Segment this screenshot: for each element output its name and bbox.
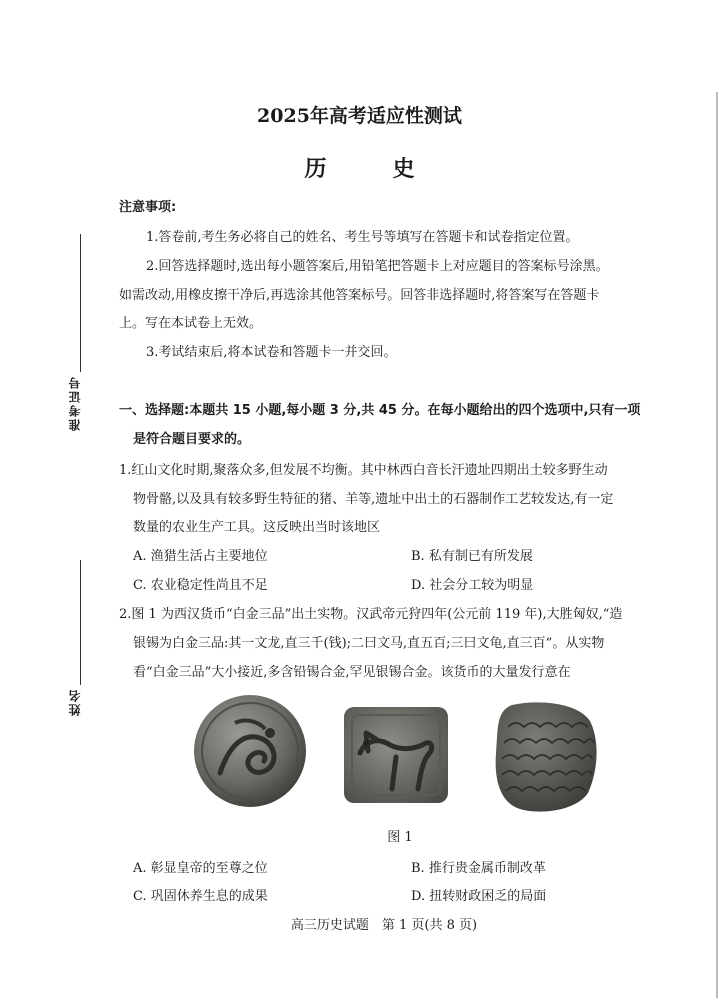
notice-heading: 注意事项: (119, 200, 177, 215)
q1-stem-line-1: 1.红山文化时期,聚落众多,但发展不均衡。其中林西白音长汗遗址四期出土较多野生动 (119, 463, 608, 478)
tortoise-coin (496, 702, 597, 811)
q1-option-c[interactable]: C. 农业稳定性尚且不足 (133, 578, 268, 593)
notice-item-2-line-1: 2.回答选择题时,选出每小题答案后,用铅笔把答题卡上对应题目的答案标号涂黑。 (146, 259, 609, 274)
figure-1-caption: 图 1 (387, 830, 413, 845)
exam-id-line (80, 234, 81, 372)
q2-option-a[interactable]: A. 彰显皇帝的至尊之位 (133, 861, 268, 876)
section-heading-line-1: 一、选择题:本题共 15 小题,每小题 3 分,共 45 分。在每小题给出的四个选项中,只有一项 (119, 403, 641, 418)
notice-item-2-line-2: 如需改动,用橡皮擦干净后,再选涂其他答案标号。回答非选择题时,将答案写在答题卡 (119, 288, 600, 303)
page-footer: 高三历史试题 第 1 页(共 8 页) (290, 918, 478, 933)
section-heading-line-2: 是符合题目要求的。 (133, 432, 251, 447)
page-edge (716, 92, 718, 998)
horse-coin (344, 707, 448, 803)
q2-stem-line-3: 看“白金三品”大小接近,多含铅锡合金,罕见银锡合金。该货币的大量发行意在 (133, 665, 571, 680)
name-line (80, 560, 81, 685)
q1-stem-line-3: 数量的农业生产工具。这反映出当时该地区 (133, 520, 381, 535)
q2-stem-line-2: 银锡为白金三品:其一文龙,直三千(钱);二曰文马,直五百;三曰文龟,直三百”。从实物 (133, 636, 605, 651)
q2-stem-line-1: 2.图 1 为西汉货币“白金三品”出土实物。汉武帝元狩四年(公元前 119 年),大胜匈奴,“造 (119, 607, 623, 622)
exam-title: 2025年高考适应性测试 (257, 105, 462, 127)
notice-item-1: 1.答卷前,考生务必将自己的姓名、考生号等填写在答题卡和试卷指定位置。 (146, 230, 579, 245)
q1-stem-line-2: 物骨骼,以及具有较多野生特征的猪、羊等,遗址中出土的石器制作工艺较发达,有一定 (133, 492, 614, 507)
q2-option-b[interactable]: B. 推行贵金属币制改革 (411, 861, 546, 876)
dragon-coin (194, 695, 306, 807)
figure-1-coins (190, 693, 610, 817)
exam-id-label: 准考证号 (68, 375, 82, 431)
name-label: 姓名 (68, 688, 82, 716)
notice-item-3: 3.考试结束后,将本试卷和答题卡一并交回。 (146, 345, 397, 360)
notice-item-2-line-3: 上。写在本试卷上无效。 (119, 316, 263, 331)
subject-title: 历 史 (304, 156, 437, 182)
q1-option-a[interactable]: A. 渔猎生活占主要地位 (133, 549, 268, 564)
q1-option-b[interactable]: B. 私有制已有所发展 (411, 549, 533, 564)
q2-option-d[interactable]: D. 扭转财政困乏的局面 (411, 889, 547, 904)
q1-option-d[interactable]: D. 社会分工较为明显 (411, 578, 534, 593)
q2-option-c[interactable]: C. 巩固休养生息的成果 (133, 889, 268, 904)
